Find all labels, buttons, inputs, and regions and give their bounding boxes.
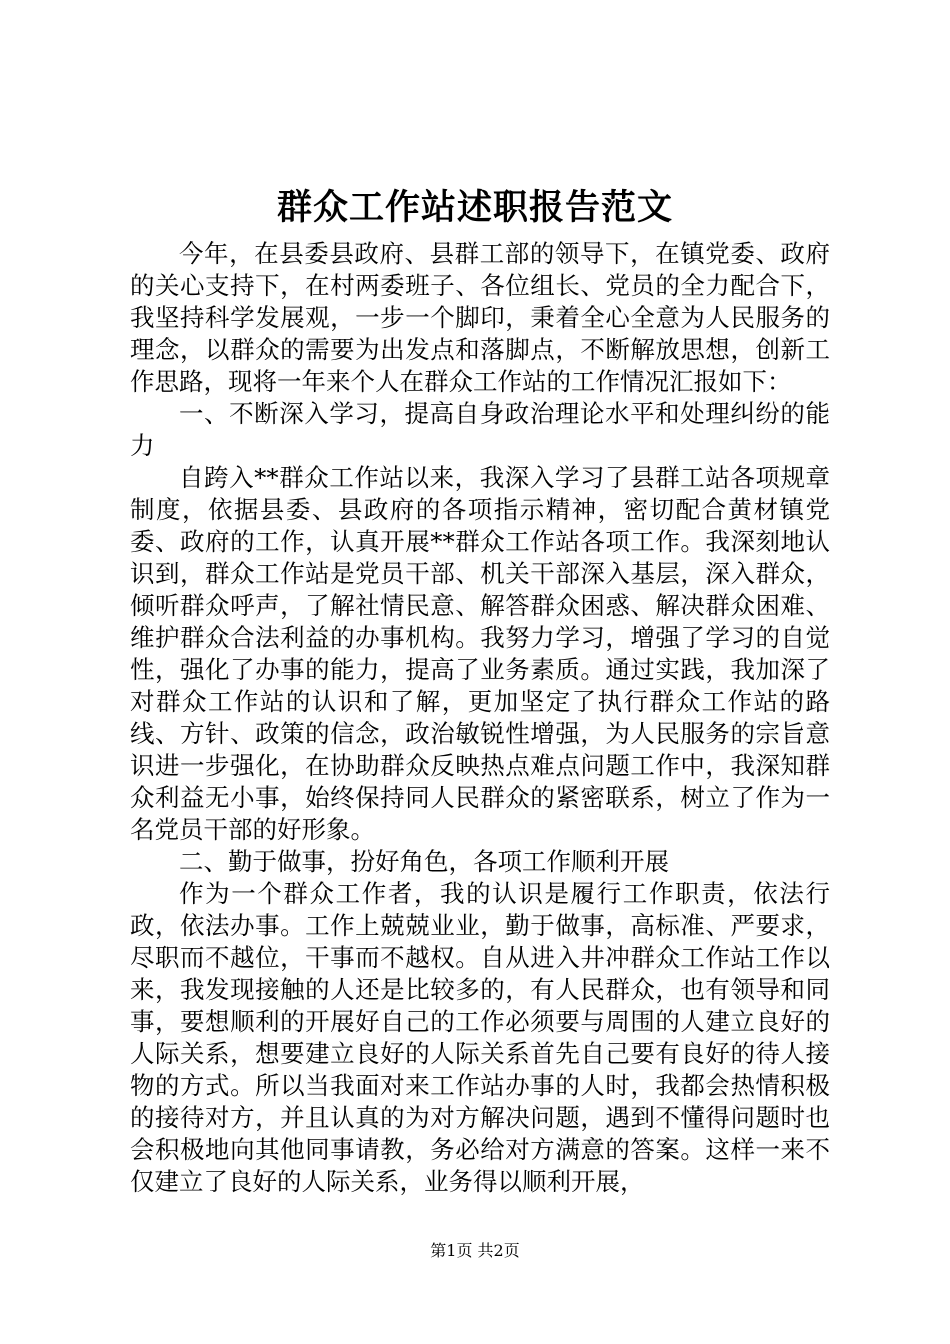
paragraph-section-1: 自跨入**群众工作站以来，我深入学习了县群工站各项规章制度，依据县委、县政府的各项指示精神，密切配合黄材镇党委、政府的工作，认真开展**群众工作站各项工作。我深刻地认识到，群众工作站是党员干部、机关干部深入基层，深入群众，倾听群众呼声，了解社情民意、解答群众困惑、解决群众困难、维护群众合法利益的办事机构。我努力学习，增强了学习的自觉性，强化了办事的能力，提高了业务素质。通过实践，我加深了对群众工作站的认识和了解，更加坚定了执行群众工作站的路线、方针、政策的信念，政治敏锐性增强，为人民服务的宗旨意识进一步强化，在协助群众反映热点难点问题工作中，我深知群众利益无小事，始终保持同人民群众的紧密联系，树立了作为一名党员干部的好形象。: [130, 463, 830, 844]
paragraph-section-2: 作为一个群众工作者，我的认识是履行工作职责，依法行政，依法办事。工作上兢兢业业，勤于做事，高标准、严要求，尽职而不越位，干事而不越权。自从进入井冲群众工作站工作以来，我发现接触的人还是比较多的，有人民群众，也有领导和同事，要想顺利的开展好自己的工作必须要与周围的人建立良好的人际关系，想要建立良好的人际关系首先自己要有良好的待人接物的方式。所以当我面对来工作站办事的人时，我都会热情积极的接待对方，并且认真的为对方解决问题，遇到不懂得问题时也会积极地向其他同事请教，务必给对方满意的答案。这样一来不仅建立了良好的人际关系，业务得以顺利开展，: [130, 879, 830, 1196]
document-title: 群众工作站述职报告范文: [276, 187, 673, 228]
section-heading-1: 一、不断深入学习，提高自身政治理论水平和处理纠纷的能力: [130, 399, 830, 460]
section-heading-2: 二、勤于做事，扮好角色，各项工作顺利开展: [179, 847, 669, 876]
paragraph-intro: 今年，在县委县政府、县群工部的领导下，在镇党委、政府的关心支持下，在村两委班子、各位组长、党员的全力配合下，我坚持科学发展观，一步一个脚印，秉着全心全意为人民服务的理念，以群众的需要为出发点和落脚点，不断解放思想，创新工作思路，现将一年来个人在群众工作站的工作情况汇报如下：: [130, 239, 830, 396]
document-body: [130, 238, 830, 1198]
page-footer: 第1页 共2页: [430, 1241, 520, 1260]
